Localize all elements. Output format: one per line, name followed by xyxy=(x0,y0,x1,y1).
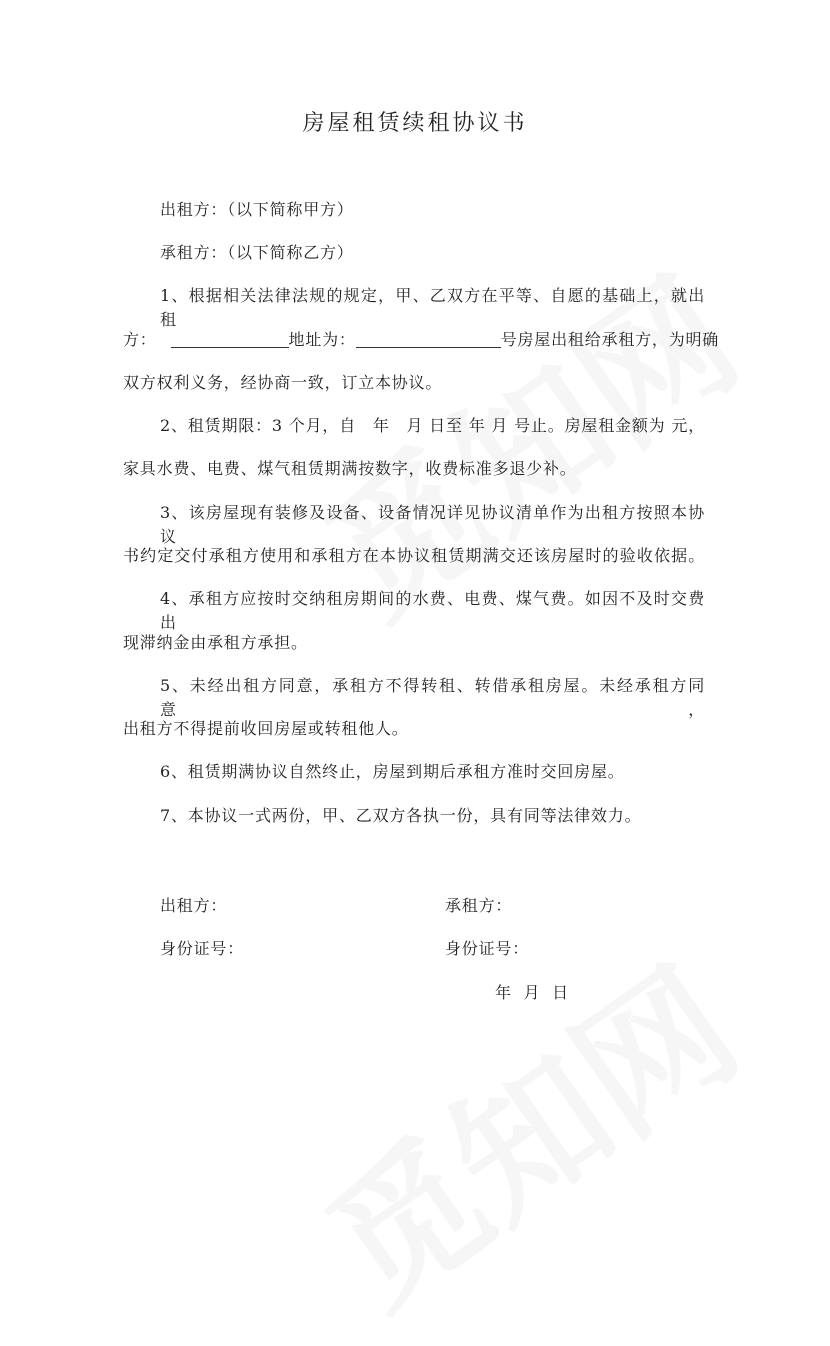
address-blank[interactable] xyxy=(356,331,501,348)
signature-lessee: 承租方： xyxy=(445,896,513,915)
clause-4-line-1: 4、承租方应按时交纳租房期间的水费、电费、煤气费。如因不及时交费出 xyxy=(160,589,705,632)
lessor-name-blank[interactable] xyxy=(171,331,289,348)
watermark xyxy=(279,910,772,1345)
clause-1-line-2 xyxy=(123,328,720,352)
clause-1-text: 号房屋出租给承租方，为明确 xyxy=(500,330,720,349)
clause-2-line-2: 家具水费、电费、煤气租赁期满按数字，收费标准多退少补。 xyxy=(123,459,577,478)
signature-date: 年 月 日 xyxy=(495,983,569,1002)
lessee-line: 承租方：（以下简称乙方） xyxy=(160,243,354,262)
signature-lessor-id: 身份证号： xyxy=(160,939,245,958)
clause-3-line-1: 3、该房屋现有装修及设备、设备情况详见协议清单作为出租方按照本协议 xyxy=(160,503,705,546)
clause-5-line-2: 出租方不得提前收回房屋或转租他人。 xyxy=(123,719,409,738)
clause-1-line-3: 双方权利义务，经协商一致，订立本协议。 xyxy=(123,373,443,392)
clause-3-line-2: 书约定交付承租方使用和承租方在本协议租赁期满交还该房屋时的验收依据。 xyxy=(123,546,705,565)
clause-6-line-1: 6、租赁期满协议自然终止，房屋到期后承租方准时交回房屋。 xyxy=(160,762,625,781)
signature-lessor: 出租方： xyxy=(160,896,228,915)
clause-4-line-2: 现滞纳金由承租方承担。 xyxy=(123,633,308,652)
clause-1-line-1: 1、根据相关法律法规的规定，甲、乙双方在平等、自愿的基础上，就出租 xyxy=(160,286,705,329)
lessor-line: 出租方：（以下简称甲方） xyxy=(160,200,354,219)
clause-7-line-1: 7、本协议一式两份，甲、乙双方各执一份，具有同等法律效力。 xyxy=(160,806,642,825)
signature-lessee-id: 身份证号： xyxy=(445,939,530,958)
clause-2-line-1: 2、租赁期限：3 个月，自 年 月 日至 年 月 号止。房屋租金额为 元， xyxy=(160,416,705,435)
clause-1-text: 方： xyxy=(123,330,157,349)
clause-5-line-1: 5、未经出租方同意，承租方不得转租、转借承租房屋。未经承租方同意， xyxy=(160,676,705,719)
document-title: 房屋租赁续租协议书 xyxy=(302,111,528,136)
clause-1-text: 地址为： xyxy=(288,330,356,349)
